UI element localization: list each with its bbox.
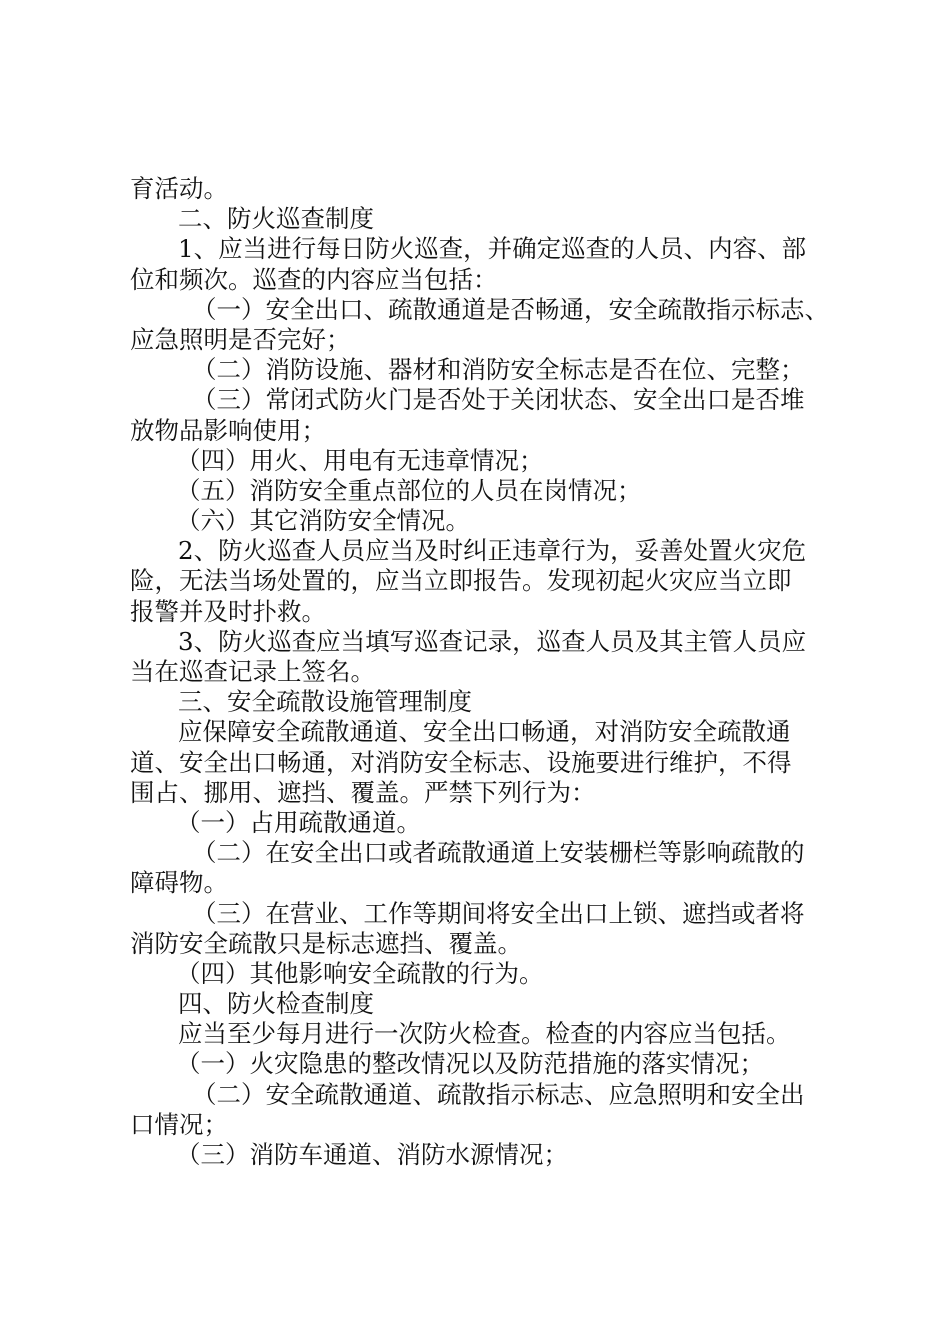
section-heading: 三、安全疏散设施管理制度	[178, 687, 472, 717]
list-item: （二）在安全出口或者疏散通道上安装栅栏等影响疏散的	[192, 838, 805, 868]
text-line: 1、应当进行每日防火巡查，并确定巡查的人员、内容、部	[178, 234, 807, 264]
text-line: 消防安全疏散只是标志遮挡、覆盖。	[130, 928, 522, 958]
text-line: 应保障安全疏散通道、安全出口畅通，对消防安全疏散通	[178, 717, 791, 747]
list-item: （六）其它消防安全情况。	[176, 506, 470, 536]
text-line: 当在巡查记录上签名。	[130, 657, 375, 686]
section-heading: 四、防火检查制度	[178, 989, 374, 1019]
text-line: 放物品影响使用；	[130, 415, 326, 445]
list-item: （二）消防设施、器材和消防安全标志是否在位、完整；	[192, 355, 805, 385]
list-item: （一）占用疏散通道。	[176, 807, 421, 837]
list-item: （四）用火、用电有无违章情况；	[176, 445, 544, 475]
list-item: （五）消防安全重点部位的人员在岗情况；	[176, 475, 642, 505]
list-item: （一）火灾隐患的整改情况以及防范措施的落实情况；	[176, 1049, 764, 1079]
list-item: （二）安全疏散通道、疏散指示标志、应急照明和安全出	[192, 1079, 805, 1109]
text-line: 应当至少每月进行一次防火检查。检查的内容应当包括。	[178, 1019, 791, 1049]
list-item: （三）消防车通道、消防水源情况；	[176, 1140, 568, 1169]
section-heading: 二、防火巡查制度	[178, 204, 374, 234]
document-body	[130, 174, 835, 1170]
list-item: （四）其他影响安全疏散的行为。	[176, 958, 544, 988]
list-item: （三）在营业、工作等期间将安全出口上锁、遮挡或者将	[192, 898, 805, 928]
text-line: 位和频次。巡查的内容应当包括：	[130, 264, 498, 294]
text-line: 障碍物。	[130, 868, 228, 898]
text-line: 口情况；	[130, 1109, 228, 1139]
text-line: 险，无法当场处置的，应当立即报告。发现初起火灾应当立即	[130, 566, 792, 596]
text-line: 围占、挪用、遮挡、覆盖。严禁下列行为：	[130, 777, 596, 807]
text-line: 道、安全出口畅通，对消防安全标志、设施要进行维护，不得	[130, 747, 792, 777]
text-line: 3、防火巡查应当填写巡查记录，巡查人员及其主管人员应	[178, 626, 807, 656]
list-item: （三）常闭式防火门是否处于关闭状态、安全出口是否堆	[192, 385, 805, 415]
list-item: （一）安全出口、疏散通道是否畅通，安全疏散指示标志、	[192, 294, 829, 324]
text-line: 应急照明是否完好；	[130, 324, 351, 354]
text-line: 2、防火巡查人员应当及时纠正违章行为，妥善处置火灾危	[178, 536, 807, 566]
text-line: 育活动。	[130, 174, 228, 203]
text-line: 报警并及时扑救。	[130, 596, 326, 626]
